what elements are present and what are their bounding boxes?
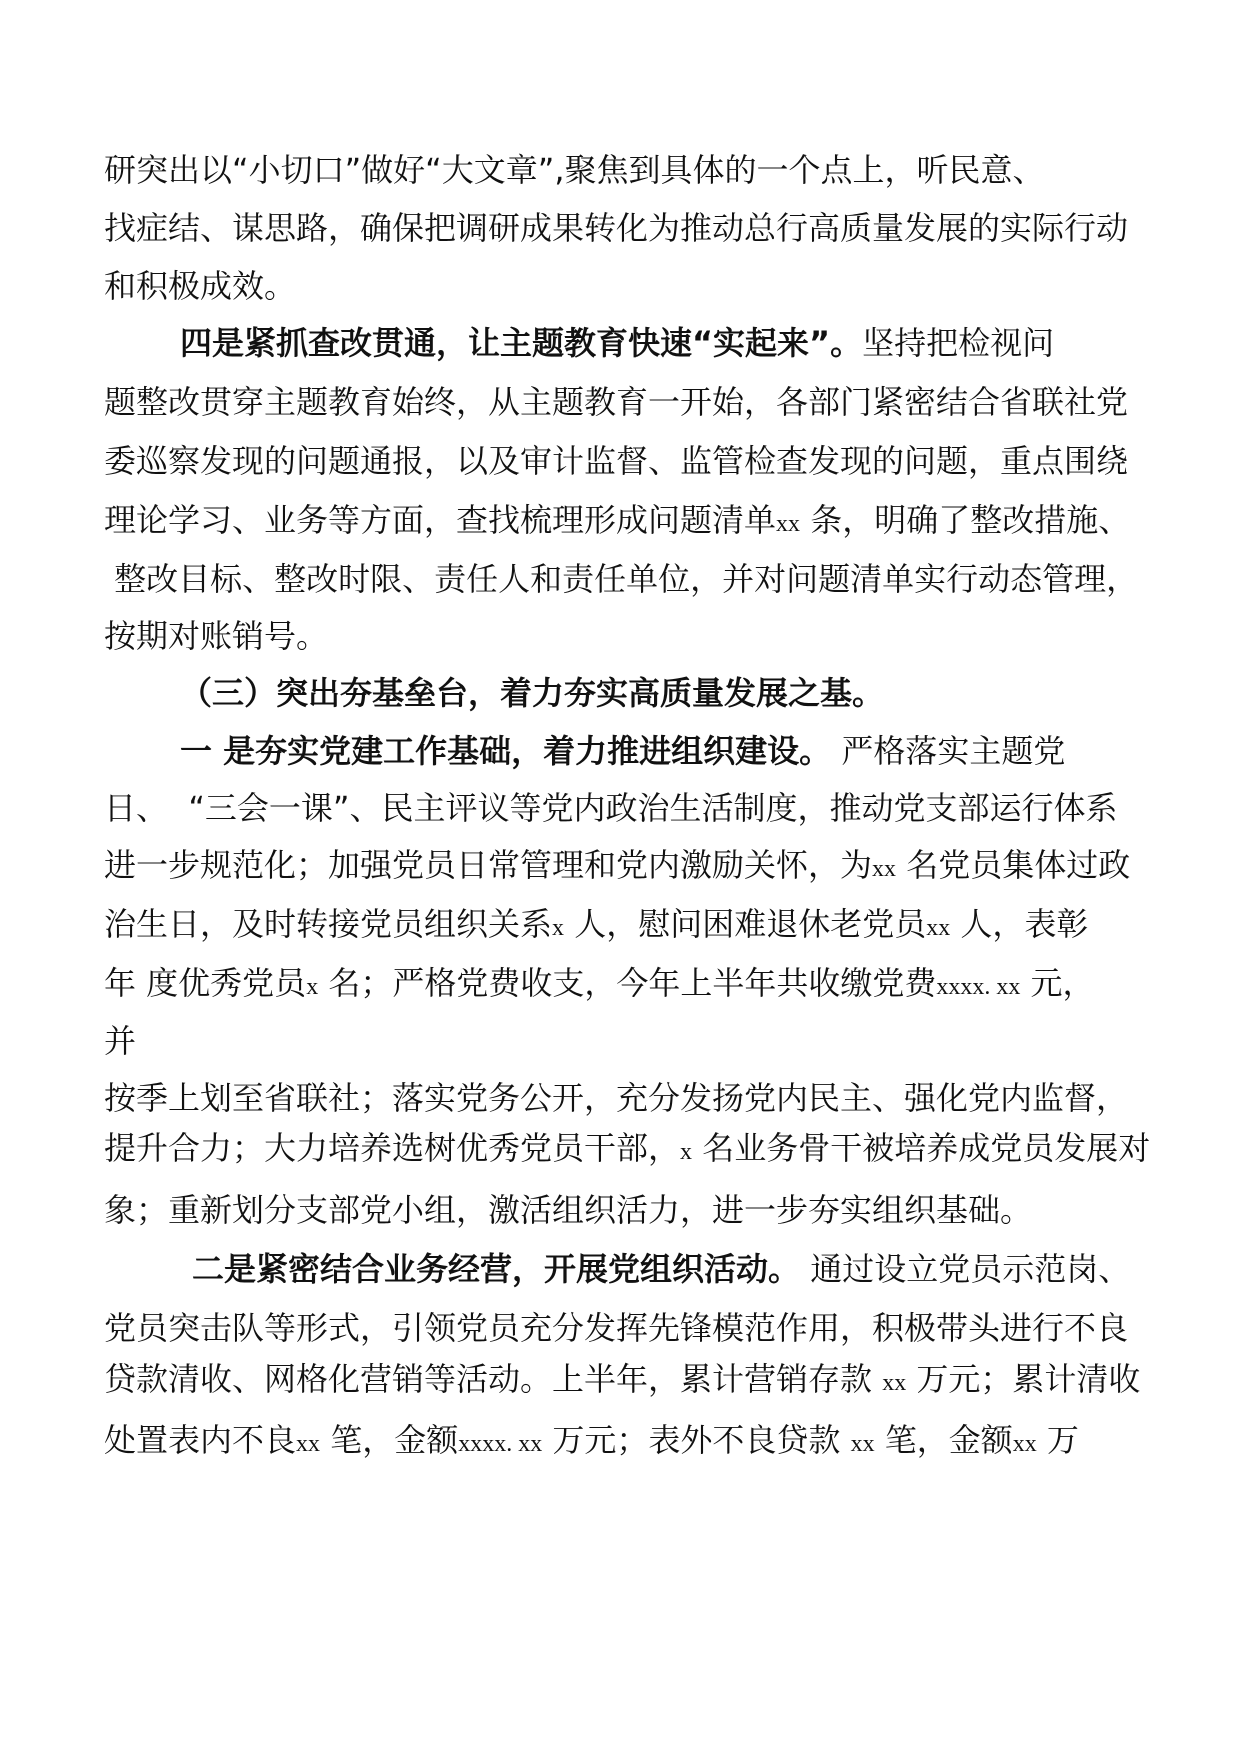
section-heading: （三）突出夯基垒台，着力夯实高质量发展之基。 bbox=[180, 674, 885, 712]
text-line: 整改目标、整改时限、责任人和责任单位，并对问题清单实行动态管理， bbox=[104, 560, 1139, 598]
text-line: 题整改贯穿主题教育始终，从主题教育一开始，各部门紧密结合省联社党 bbox=[104, 383, 1129, 421]
text-line: 日、 “三会一课”、民主评议等党内政治生活制度，推动党支部运行体系 bbox=[104, 789, 1118, 827]
text-line: 按期对账销号。 bbox=[104, 617, 329, 655]
text-line: 一 是夯实党建工作基础，着力推进组织建设。 严格落实主题党 bbox=[180, 732, 1066, 770]
text-line: 贷款清收、网格化营销等活动。上半年，累计营销存款 xx 万元；累计清收 bbox=[104, 1360, 1141, 1398]
text-line: 四是紧抓查改贯通，让主题教育快速“实起来”。坚持把检视问 bbox=[180, 324, 1055, 362]
text-line: 进一步规范化；加强党员日常管理和党内激励关怀，为xx 名党员集体过政 bbox=[104, 846, 1131, 884]
bold-lead: 四是紧抓查改贯通，让主题教育快速“实起来”。 bbox=[180, 324, 863, 362]
text-line: 二是紧密结合业务经营，开展党组织活动。 通过设立党员示范岗、 bbox=[192, 1250, 1131, 1288]
text-line: 年 度优秀党员x 名；严格党费收支，今年上半年共收缴党费xxxx. xx 元， bbox=[104, 964, 1095, 1002]
text-line: 和积极成效。 bbox=[104, 267, 297, 305]
text-line: 找症结、谋思路，确保把调研成果转化为推动总行高质量发展的实际行动 bbox=[104, 209, 1129, 247]
text-line: 研突出以“小切口”做好“大文章”,聚焦到具体的一个点上，听民意、 bbox=[104, 151, 1045, 189]
text-line: 处置表内不良xx 笔，金额xxxx. xx 万元；表外不良贷款 xx 笔，金额xx 万 bbox=[104, 1421, 1079, 1459]
text-line: 并 bbox=[104, 1022, 137, 1060]
text-line: 党员突击队等形式，引领党员充分发挥先锋模范作用，积极带头进行不良 bbox=[104, 1309, 1129, 1347]
bold-lead: 一 是夯实党建工作基础，着力推进组织建设。 bbox=[180, 732, 832, 770]
text-line: 治生日，及时转接党员组织关系x 人，慰问困难退休老党员xx 人，表彰 bbox=[104, 905, 1089, 943]
bold-lead: 二是紧密结合业务经营，开展党组织活动。 bbox=[192, 1250, 801, 1288]
text-line: 理论学习、业务等方面，查找梳理形成问题清单xx 条，明确了整改措施、 bbox=[104, 501, 1131, 539]
text-line: 提升合力；大力培养选树优秀党员干部，x 名业务骨干被培养成党员发展对 bbox=[104, 1129, 1151, 1167]
text-line: 委巡察发现的问题通报，以及审计监督、监管检查发现的问题，重点围绕 bbox=[104, 442, 1129, 480]
text-line: 按季上划至省联社；落实党务公开，充分发扬党内民主、强化党内监督， bbox=[104, 1079, 1129, 1117]
text-line: 象；重新划分支部党小组，激活组织活力，进一步夯实组织基础。 bbox=[104, 1191, 1033, 1229]
